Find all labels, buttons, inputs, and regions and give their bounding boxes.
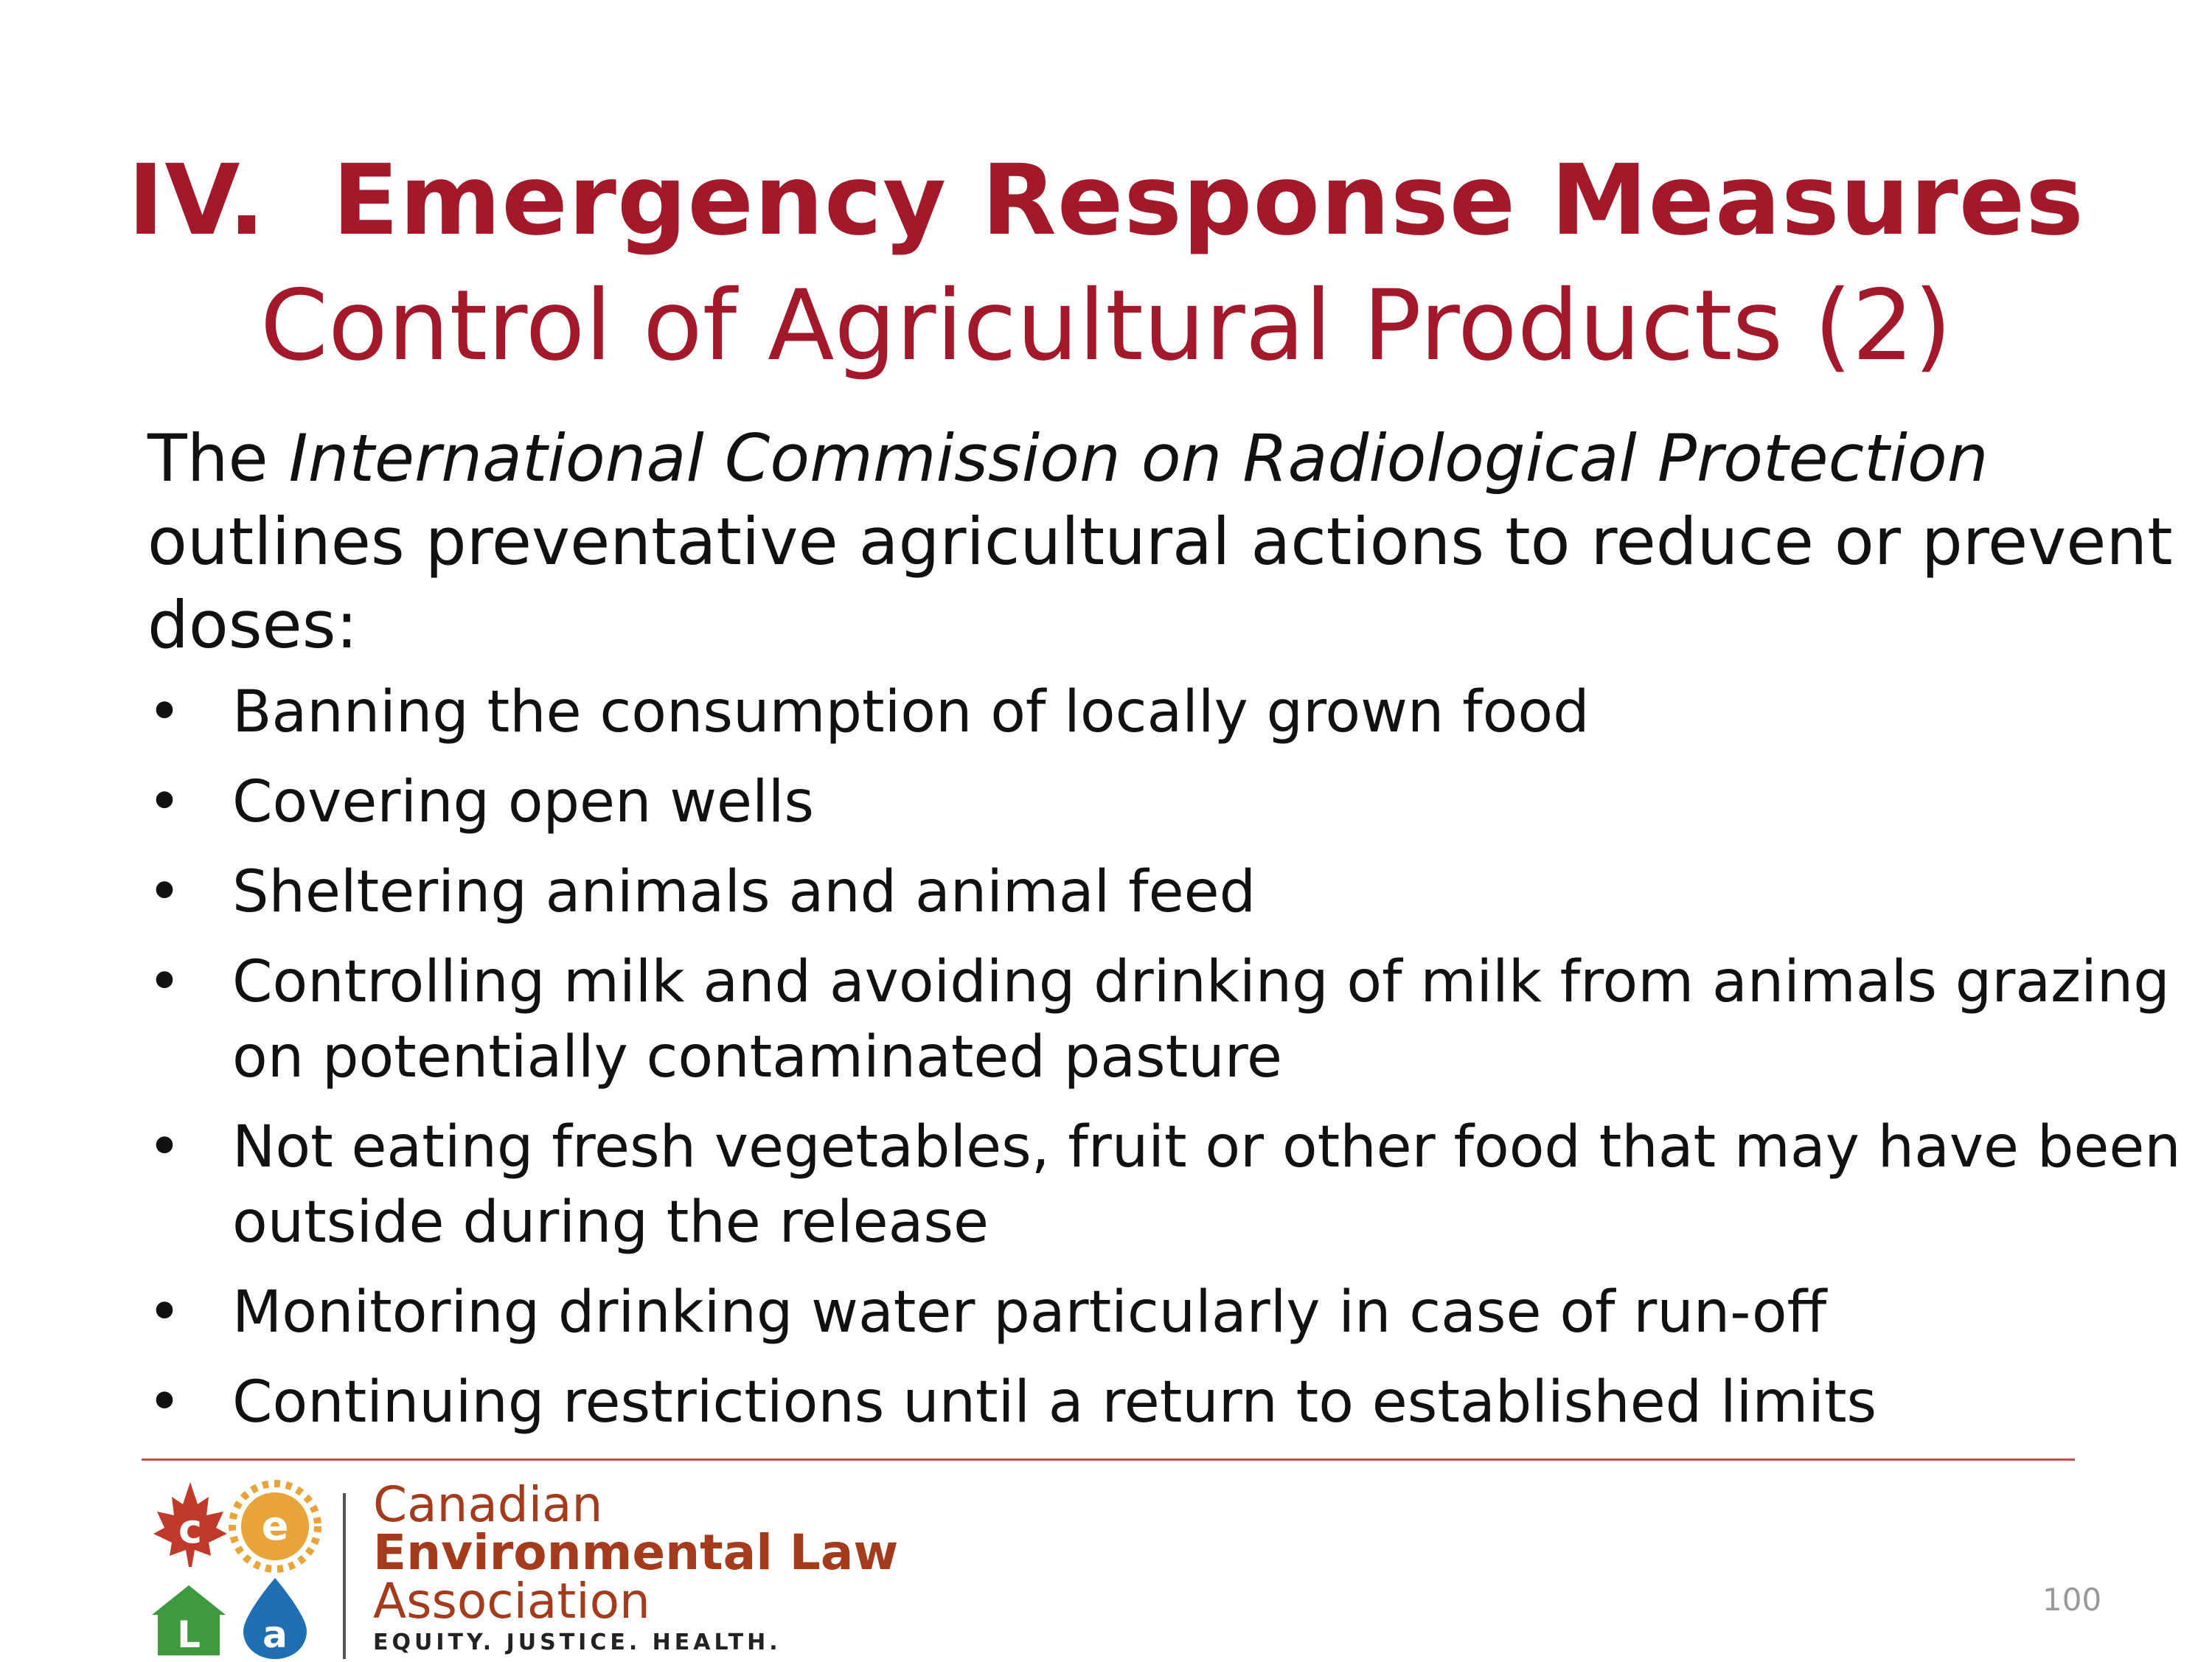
- logo-name-line-3: Association: [373, 1573, 650, 1630]
- list-item: [147, 1365, 2183, 1440]
- logo-name-line-2: Environmental Law: [373, 1524, 899, 1581]
- logo-letter-l: L: [177, 1613, 201, 1656]
- section-number: IV.: [128, 144, 266, 257]
- bullet-icon: •: [147, 769, 182, 835]
- intro-line-2: outlines preventative agricultural actions to reduce or prevent: [147, 504, 2173, 580]
- list-item: [147, 855, 2183, 930]
- logo-letter-a: a: [262, 1613, 288, 1656]
- bullet-text: Banning the consumption of locally grown food: [232, 679, 1590, 745]
- logo-letter-e: e: [261, 1503, 289, 1549]
- bullet-text-continued: on potentially contaminated pasture: [232, 1024, 1283, 1091]
- list-item: [147, 1275, 2183, 1350]
- intro-paragraph: [147, 417, 2183, 667]
- bullet-list: [147, 675, 2183, 1455]
- bullet-text: Controlling milk and avoiding drinking of milk from animals grazing: [232, 949, 2170, 1015]
- bullet-text: Continuing restrictions until a return to established limits: [232, 1369, 1877, 1436]
- intro-line-3: doses:: [147, 587, 358, 663]
- bullet-text: Covering open wells: [232, 769, 815, 835]
- intro-prefix: The: [147, 420, 289, 496]
- bullet-icon: •: [147, 1279, 182, 1346]
- footer-divider: [142, 1458, 2075, 1461]
- bullet-icon: •: [147, 859, 182, 925]
- bullet-icon: •: [147, 1369, 182, 1436]
- logo-letter-c: c: [178, 1506, 203, 1552]
- title-main: Emergency Response Measures: [332, 144, 2084, 257]
- bullet-text: Not eating fresh vegetables, fruit or other food that may have been: [232, 1114, 2181, 1181]
- logo-divider: [343, 1493, 346, 1659]
- list-item: [147, 1110, 2183, 1260]
- organization-name: International Commission on Radiological Protection: [288, 420, 1989, 496]
- list-item: [147, 945, 2183, 1095]
- cela-logo: [146, 1475, 899, 1659]
- slide-subtitle: Control of Agricultural Products (2): [260, 269, 1952, 383]
- bullet-icon: •: [147, 1114, 182, 1181]
- page-number: 100: [2042, 1582, 2102, 1618]
- list-item: [147, 675, 2183, 750]
- bullet-text: Sheltering animals and animal feed: [232, 859, 1256, 925]
- logo-tagline: EQUITY. JUSTICE. HEALTH.: [373, 1630, 782, 1655]
- cela-logo-icon: [146, 1475, 323, 1659]
- bullet-icon: •: [147, 949, 182, 1015]
- list-item: [147, 765, 2183, 840]
- logo-name-line-1: Canadian: [373, 1476, 603, 1533]
- intro-line-1: [147, 417, 2183, 500]
- slide-title: [0, 144, 2212, 257]
- bullet-text: Monitoring drinking water particularly in case of run-off: [232, 1279, 1827, 1346]
- bullet-icon: •: [147, 679, 182, 745]
- bullet-text-continued: outside during the release: [232, 1189, 989, 1256]
